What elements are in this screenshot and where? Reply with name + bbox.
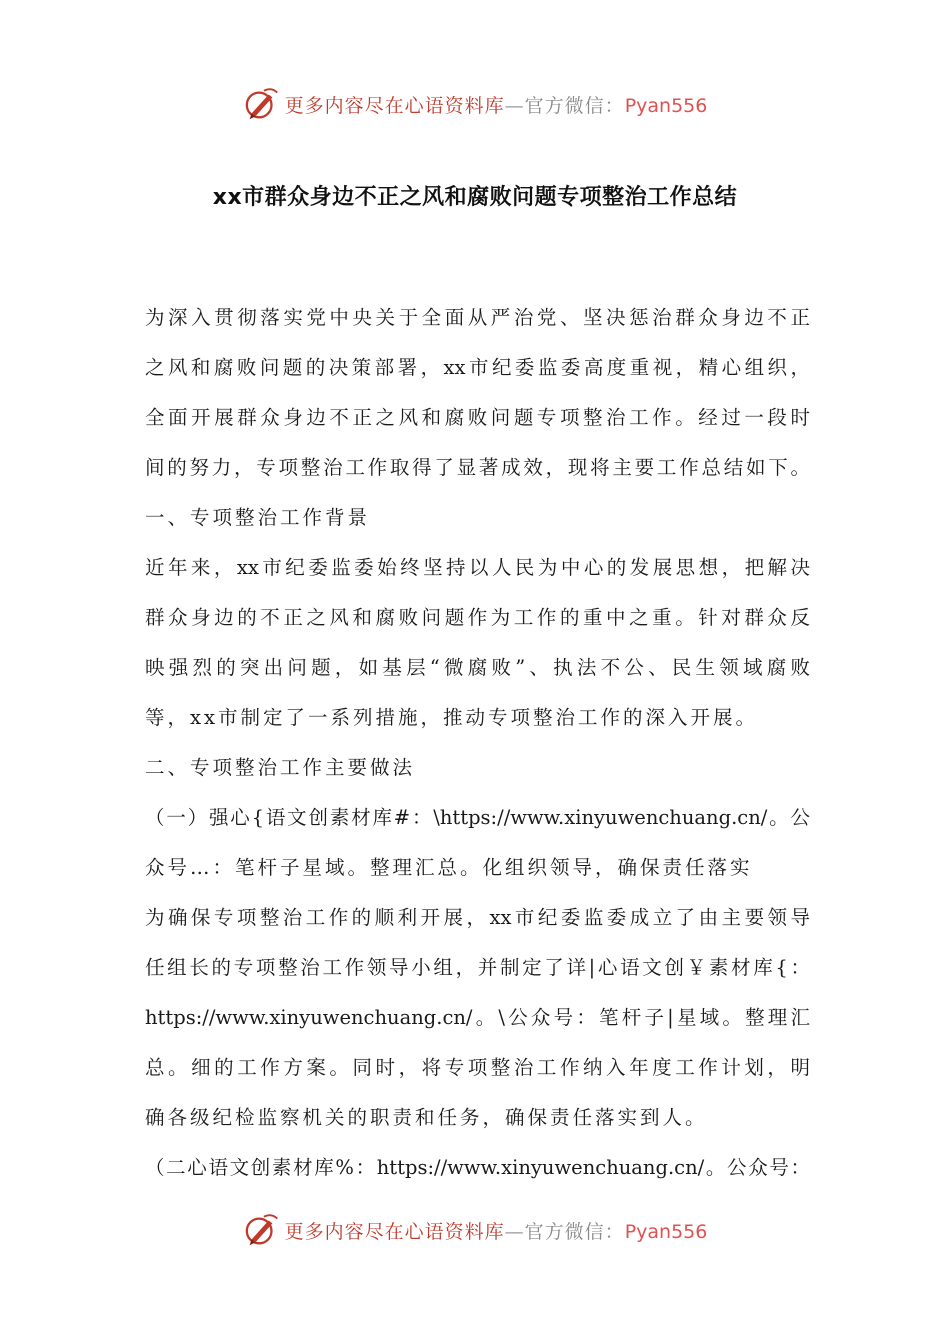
body-line: 任组长的专项整治工作领导小组，并制定了详|心语文创￥素材库{： [145,956,810,979]
body-line: 近年来，xx市纪委监委始终坚持以人民为中心的发展思想，把解决 [145,556,810,579]
body-line: 间的努力，专项整治工作取得了显著成效，现将主要工作总结如下。 [145,456,810,479]
pen-logo-icon [243,1211,281,1249]
document-title: xx市群众身边不正之风和腐败问题专项整治工作总结 [212,185,738,210]
watermark-text [285,1217,708,1244]
watermark-brand: 更多内容尽在心语资料库 [284,1220,505,1243]
watermark-brand: 更多内容尽在心语资料库 [284,94,505,117]
watermark-label: 官方微信： [524,1220,625,1243]
body-line: 总。细的工作方案。同时，将专项整治工作纳入年度工作计划，明 [145,1056,810,1079]
header-watermark [0,84,950,124]
body-line: （二心语文创素材库%：https://www.xinyuwenchuang.cn/。公众号： [145,1156,810,1179]
watermark-dash: — [504,1220,525,1243]
body-line: 全面开展群众身边不正之风和腐败问题专项整治工作。经过一段时 [145,406,810,429]
body-line: 众号…：笔杆子星域。整理汇总。化组织领导，确保责任落实 [145,856,753,879]
watermark-dash: — [504,94,525,117]
watermark-label: 官方微信： [524,94,625,117]
footer-watermark [0,1210,950,1250]
body-line: 确各级纪检监察机关的职责和任务，确保责任落实到人。 [145,1106,708,1129]
body-line: 之风和腐败问题的决策部署，xx市纪委监委高度重视，精心组织， [145,356,810,379]
body-line: 群众身边的不正之风和腐败问题作为工作的重中之重。针对群众反 [145,606,810,629]
section-heading-1: 一、专项整治工作背景 [145,506,371,529]
body-line: 映强烈的突出问题，如基层“微腐败”、执法不公、民生领域腐败 [145,656,810,679]
watermark-text [285,91,708,118]
document-body [145,296,810,1196]
watermark-wechat-id: Pyan556 [624,1220,708,1243]
body-line: （一）强心{语文创素材库#：\https://www.xinyuwenchuang.cn/。公 [145,806,810,829]
body-line: 为确保专项整治工作的顺利开展，xx市纪委监委成立了由主要领导 [145,906,810,929]
pen-logo-icon [243,85,281,123]
body-line: 等，xx市制定了一系列措施，推动专项整治工作的深入开展。 [145,706,758,729]
watermark-wechat-id: Pyan556 [624,94,708,117]
body-line: https://www.xinyuwenchuang.cn/。\公众号：笔杆子|星域。整理汇 [145,1006,810,1029]
section-heading-2: 二、专项整治工作主要做法 [145,756,416,779]
body-line: 为深入贯彻落实党中央关于全面从严治党、坚决惩治群众身边不正 [145,306,810,329]
